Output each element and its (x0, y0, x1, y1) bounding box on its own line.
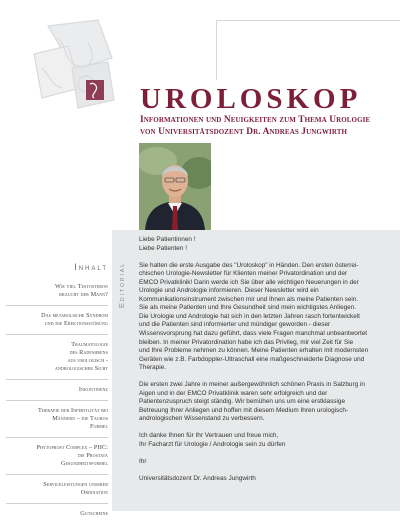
toc-item[interactable]: Serviceleistungen unserer Ordination (6, 481, 108, 504)
editorial-body (139, 236, 397, 492)
toc-item[interactable]: Traumatologie des Radfahrens aus urologisch - andrologischer Sicht (6, 341, 108, 380)
author-portrait (139, 143, 211, 230)
masthead (140, 84, 396, 138)
editorial-paragraph-1: Sie halten die erste Ausgabe des "Uroloskop" in Händen. Den ersten österrei- chischen Urologie-Newsletter für Klienten meiner Privatordination und der EMCO Privatklinik! Darin werde ich Sie über alle wichtigen Neuerungen in der Urologie und Andrologie informieren. Dieser Newsletter wird ein Kommunikationsinstrument zwischen mir und Ihnen als meine Patienten sein. Sie als meine Patienten und Ihre Gesundheit sind mein wichtigstes Anliegen. Die Urologie und Andrologie hat sich in den letzten Jahren rasch fortentwickelt und die Patienten sind informierter und mündiger geworden - dieser Wissensvorsprung hat dazu geführt, dass viele Fragen manchmal unbeantwortet bleiben. In meiner Privatordination habe ich das Privileg, mir viel Zeit für Sie und Ihre Probleme nehmen zu können. Meine Patienten erhalten mit modernsten Geräten wie z.B. Farbdoppler-Ultraschall eine maßgeschneiderte Diagnose und Therapie. (139, 261, 369, 372)
toc-item[interactable]: Wie viel Testosteron braucht der Mann? (6, 283, 108, 306)
toc-item[interactable]: Inkontinenz (6, 386, 108, 401)
editorial-paragraph-3: Ich danke Ihnen für Ihr Vertrauen und freue mich, Ihr Facharzt für Urologie / Andrologie sein zu dürfen (139, 432, 286, 448)
uroloskop-logo-art (28, 18, 118, 118)
top-divider (216, 20, 400, 21)
toc-item[interactable]: Gutscheine (80, 510, 108, 517)
toc-item[interactable]: Phytoprost Complex – PHC: die Prostata Gesundheitsformel (6, 444, 108, 475)
toc-heading: Inhalt (74, 262, 108, 272)
vertical-divider (216, 20, 217, 80)
editorial-paragraph-2: Die ersten zwei Jahre in meiner außergewöhnlich schönen Praxis in Salzburg in Aigen und in der EMCO Privatklinik waren sehr erfolgreich und der Patientenzuspruch steigt ständig. Wir bemühen uns um eine erstklassige Betreuung Ihrer Anliegen und hoffen mit diesem Medium Ihren urologisch- andrologischen Wissenstand zu verbessern. (139, 381, 365, 423)
table-of-contents (6, 262, 108, 530)
editorial-signature: Universitätsdozent Dr. Andreas Jungwirth (139, 475, 256, 483)
toc-item[interactable]: Das metabolische Syndrom und die Erektionsstörung (6, 312, 108, 335)
editorial-closing: Ihr (139, 458, 147, 466)
newsletter-title: UROLOSKOP (140, 83, 362, 115)
subtitle-line-1: Informationen und Neuigkeiten zum Thema Urologie (140, 115, 371, 125)
toc-item[interactable]: Therapie der Infertilität bei Männern – die Tauros Formel (6, 407, 108, 438)
editorial-greeting: Liebe Patientinnen ! Liebe Patienten ! (139, 236, 196, 252)
section-label-editorial: Editorial (117, 262, 126, 308)
subtitle-line-2: von Universitätsdozent Dr. Andreas Jungwirth (140, 127, 348, 137)
